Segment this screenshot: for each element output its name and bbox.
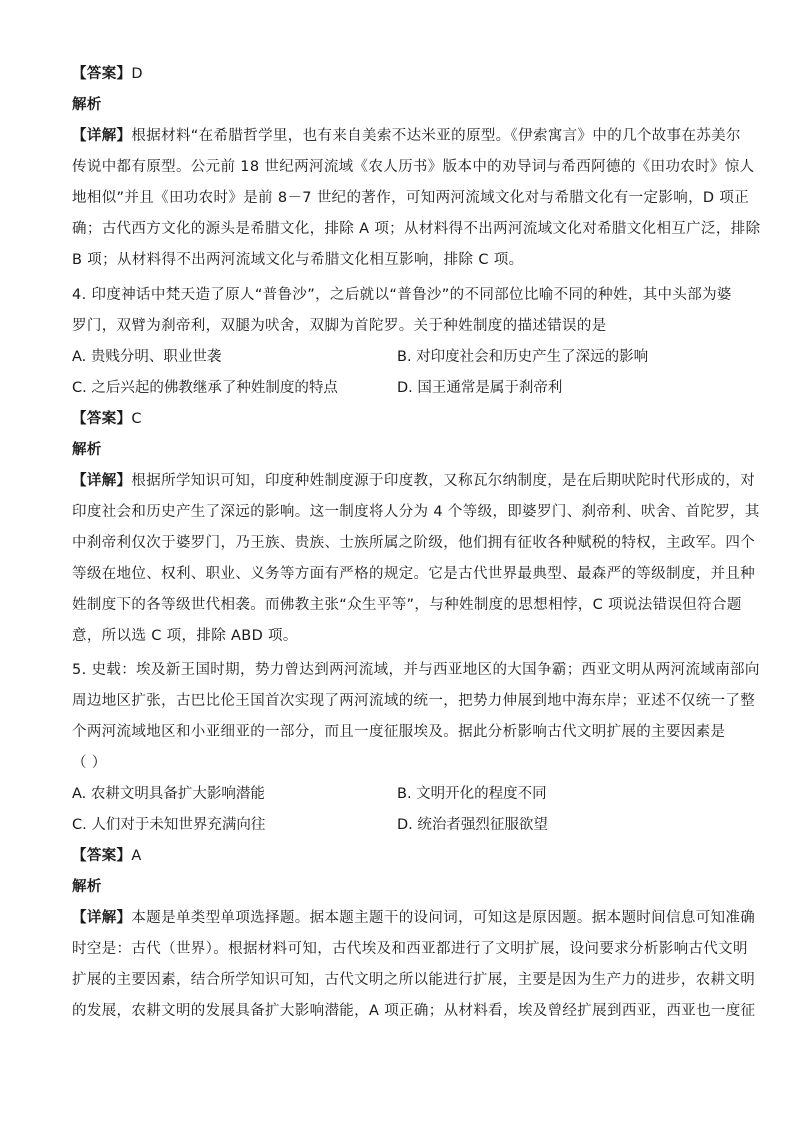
q5-option-row-1 bbox=[72, 779, 722, 810]
q3-answer-line bbox=[72, 59, 722, 90]
q4-stem-line-2: 罗门，双臂为刹帝利，双腿为吠舍，双脚为首陀罗。关于种姓制度的描述错误的是 bbox=[72, 318, 607, 334]
analysis-label: 解析 bbox=[72, 97, 102, 113]
detail-text: 本题是单类型单项选择题。据本题主题干的设问词，可知这是原因题。据本题时间信息可知准确 bbox=[131, 910, 756, 926]
detail-text: 根据材料“在希腊哲学里，也有来自美索不达米亚的原型。《伊索寓言》中的几个故事在苏美尔 bbox=[131, 128, 741, 144]
q5-analysis-label bbox=[72, 872, 722, 903]
q5-detail-line-1 bbox=[72, 903, 756, 934]
q5-stem-line-3: 个两河流域地区和小亚细亚的一部分，而且一度征服埃及。据此分析影响古代文明扩展的主要因素是 bbox=[72, 724, 726, 740]
q3-detail-line-2: 传说中都有原型。公元前 18 世纪两河流域《农人历书》版本中的劝导词与希西阿德的《田功农时》惊人 bbox=[72, 159, 755, 175]
q4-option-a: A. 贵贱分明、职业世袭 bbox=[72, 349, 222, 365]
q5-detail-line-3: 扩展的主要因素，结合所学知识可知，古代文明之所以能进行扩展，主要是因为生产力的进步，农耕文明 bbox=[72, 972, 756, 988]
q4-detail-line-6: 意，所以选 C 项，排除 ABD 项。 bbox=[72, 628, 298, 644]
detail-tag: 【详解】 bbox=[72, 128, 132, 144]
q5-stem-line-4: （ ） bbox=[72, 755, 107, 771]
q3-section bbox=[72, 59, 761, 276]
q4-option-row-2 bbox=[72, 373, 722, 404]
q4-option-c: C. 之后兴起的佛教继承了种姓制度的特点 bbox=[72, 380, 338, 396]
answer-tag: 【答案】 bbox=[72, 411, 132, 427]
q3-detail-line-1 bbox=[72, 121, 741, 152]
q4-answer-line bbox=[72, 404, 722, 435]
q4-analysis-label bbox=[72, 435, 722, 466]
q4-option-row-1 bbox=[72, 342, 722, 373]
q4-stem bbox=[72, 280, 732, 342]
answer-value: D bbox=[131, 66, 143, 82]
q4-detail-line-2: 印度社会和历史产生了深远的影响。这一制度将人分为 4 个等级，即婆罗门、刹帝利、吠舍、首陀罗，其 bbox=[72, 504, 760, 520]
q3-detail-line-5: B 项；从材料得不出两河流域文化与希腊文化相互影响，排除 C 项。 bbox=[72, 252, 524, 268]
detail-tag: 【详解】 bbox=[72, 910, 132, 926]
answer-tag: 【答案】 bbox=[72, 848, 132, 864]
answer-value: C bbox=[131, 411, 142, 427]
analysis-label: 解析 bbox=[72, 879, 102, 895]
q4-detail-line-1 bbox=[72, 466, 756, 497]
q5-option-c: C. 人们对于未知世界充满向往 bbox=[72, 817, 266, 833]
q5-option-b: B. 文明开化的程度不同 bbox=[397, 786, 547, 802]
q5-stem-line-1: 5. 史载：埃及新王国时期，势力曾达到两河流域，并与西亚地区的大国争霸；西亚文明从两河流域南部向 bbox=[72, 662, 760, 678]
answer-value: A bbox=[131, 848, 142, 864]
detail-text: 根据所学知识可知，印度种姓制度源于印度教，又称瓦尔纳制度，是在后期吠陀时代形成的，对 bbox=[131, 473, 756, 489]
q3-analysis-label bbox=[72, 90, 722, 121]
answer-tag: 【答案】 bbox=[72, 66, 132, 82]
q4-answer-section bbox=[72, 404, 760, 652]
q5-stem bbox=[72, 655, 760, 779]
q5-options bbox=[72, 779, 722, 841]
q3-detail-line-3: 地相似”并且《田功农时》是前 8－7 世纪的著作，可知两河流域文化对与希腊文化有一定影响，D 项正 bbox=[72, 190, 750, 206]
q5-detail-line-2: 时空是：古代（世界）。根据材料可知，古代埃及和西亚都进行了文明扩展，设问要求分析影响古代文明 bbox=[72, 941, 748, 957]
q4-options bbox=[72, 342, 722, 404]
q4-detail-line-3: 中刹帝利仅次于婆罗门，乃王族、贵族、士族所属之阶级，他们拥有征收各种赋税的特权，主政军。四个 bbox=[72, 535, 756, 551]
q4-option-b: B. 对印度社会和历史产生了深远的影响 bbox=[397, 349, 649, 365]
q5-option-d: D. 统治者强烈征服欲望 bbox=[397, 817, 548, 833]
q5-answer-section bbox=[72, 841, 756, 1027]
q5-option-row-2 bbox=[72, 810, 722, 841]
q3-detail-line-4: 确；古代西方文化的源头是希腊文化，排除 A 项；从材料得不出两河流域文化对希腊文化相互广泛，排除 bbox=[72, 221, 761, 237]
q5-detail-line-4: 的发展，农耕文明的发展具备扩大影响潜能，A 项正确；从材料看，埃及曾经扩展到西亚，西亚也一度征 bbox=[72, 1003, 756, 1019]
q5-answer-line bbox=[72, 841, 722, 872]
q5-stem-line-2: 周边地区扩张，古巴比伦王国首次实现了两河流域的统一，把势力伸展到地中海东岸；亚述不仅统一了整 bbox=[72, 693, 756, 709]
q4-detail-line-5: 姓制度下的各等级世代相袭。而佛教主张“众生平等”，与种姓制度的思想相悖，C 项说法错误但符合题 bbox=[72, 597, 742, 613]
detail-tag: 【详解】 bbox=[72, 473, 132, 489]
analysis-label: 解析 bbox=[72, 442, 102, 458]
q4-detail-line-4: 等级在地位、权利、职业、义务等方面有严格的规定。它是古代世界最典型、最森严的等级制度，并且种 bbox=[72, 566, 756, 582]
q5-option-a: A. 农耕文明具备扩大影响潜能 bbox=[72, 786, 265, 802]
q4-option-d: D. 国王通常是属于刹帝利 bbox=[397, 380, 563, 396]
q4-stem-line-1: 4. 印度神话中梵天造了原人“普鲁沙”，之后就以“普鲁沙”的不同部位比喻不同的种姓，其中头部为婆 bbox=[72, 287, 732, 303]
